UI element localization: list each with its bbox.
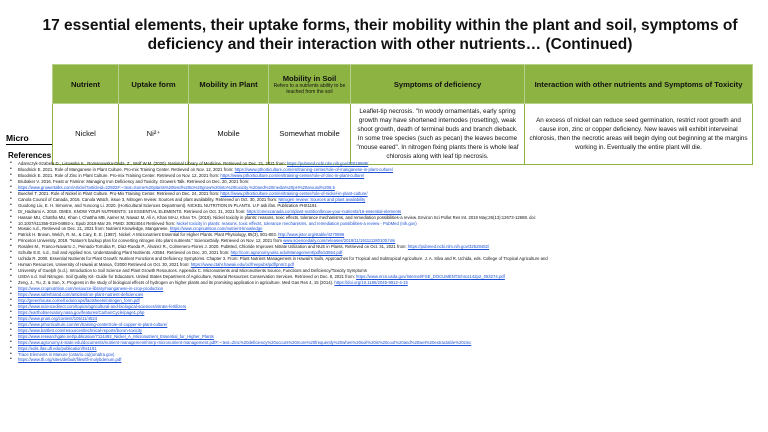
reference-text: Rosales M., Franco-Navarro J., Peinado-Torrubia P., Díaz-Rueda P., Álvarez R., Colmenero-Flores J. 2020. PubMed, Chloride Improves Nitrate Utilization and NUE in Plants. Retrieved on Oct. 31, 2021 from:	[18, 244, 408, 250]
table-header-row	[53, 65, 753, 104]
reference-link[interactable]: https://edis.ifas.ufl.edu/publication/hs1191	[18, 345, 97, 351]
cell-mobility-plant: Mobile	[189, 104, 269, 165]
header-mobility-plant: Mobility in Plant	[189, 65, 269, 104]
reference-text: Schulte E.E. n.d., Soil and Applied Iron. Understanding Plant Nutrients. A3554. Retrieved on Dec. 20, 2021 from:	[18, 250, 231, 256]
reference-text: 10.1007/s11356-019-04892-x. Epub 2019 Mar 29. PMID: 30924044 Retrieved from:	[18, 220, 177, 226]
row-group-label: Micro	[6, 133, 29, 143]
reference-text: Guodong Liu, E. H. Simonne, and Yuncong Li. 2020. (Horticultural Sciences Department). NICKEL NUTRITION IN PLANTS. U.F ask ifas. Publication #HS1191	[18, 202, 317, 208]
reference-text: Mosaic n.d., Retrieved on Dec. 21, 2021 from: Nutrient Knowledge, Manganese.	[18, 226, 170, 232]
reference-link[interactable]: https://www.bartlett.com/resources/technical-reports/boron-toxicity	[18, 327, 143, 333]
reference-link[interactable]: Trace Elements in Manure (ontario.ca)(omafra.gov)	[18, 351, 115, 357]
references-heading: References	[8, 151, 52, 160]
cell-symptoms: Leaflet-tip necrosis. "In woody ornamentals, early spring growth may have shortened internodes (rosetting), weak shoot growth, death of terminal buds and branch dieback. In some tree species (such as pecan) the leaves become "mouse eared". In nitrogen fixing plants there is whole leaf chlorosis along with leaf tip necrosis.	[351, 104, 525, 165]
reference-link[interactable]: https://www.pthorticulture.com/en/training-center/role-of-nickel-in-plant-culture/	[220, 190, 368, 196]
header-nutrient: Nutrient	[53, 65, 119, 104]
reference-text: Buechel T. 2021. Role of Nickel in Plant Culture. Pro-Mix Training Center. Retrieved on Dec. 24, 2021 from:	[18, 190, 221, 196]
page-title: 17 essential elements, their uptake forms, their mobility within the plant and soil, symptoms of deficiency and their interaction with other nutrients… (Continued)	[42, 17, 738, 53]
reference-link[interactable]: www.sciencedaily.com/releases/2019/11/191111180100.htm	[283, 238, 396, 244]
reference-link[interactable]: http://corn.agronomy.wisc.edu/Management/pdfs/a3554.pdf	[230, 250, 343, 256]
reference-link[interactable]: https://www.pthorticulture.com/en/training-center/role-of-manganese-in-plant-culture/	[234, 166, 394, 172]
reference-text: Zeng, J., Yu, Z. & Sun, X. Progress in the study of biological effects of hydrogen on higher plants and its promising application in agriculture. Med Gas Res 4, 15 (2014).	[18, 280, 335, 286]
reference-link[interactable]: https://www.sciencedirect.com/topics/agricultural-and-biological-sciences/nitrate-fertilizers	[18, 303, 187, 309]
header-interaction: Interaction with other nutrients and Symptoms of Toxicity	[525, 65, 753, 104]
header-symptoms: Symptoms of deficiency	[351, 65, 525, 104]
cell-mobility-soil: Somewhat mobile	[269, 104, 351, 165]
reference-text: USDA n.d. Soil Nitrogen. Soil Quality Kit- Guide for Educators. United States Department of Agriculture, Natural Resources Conservation Services. Retrieved on Dec. 8, 2021 from:	[18, 274, 357, 280]
reference-link[interactable]: https://www.nrcs.usda.gov/Internet/FSE_DOCUMENTS/nrcs142p2_053274.pdf	[356, 274, 505, 280]
reference-link[interactable]: https://www.cropnutrition.com/nutrient-knowledge	[169, 226, 263, 232]
reference-text: Dr_Hadrami A. 2018. OMEX. KNOW YOUR NUTRIENTS: 16 ESSENTIAL ELEMENTS. Retrieved on Oct. 31, 2021 from:	[18, 208, 247, 214]
reference-link[interactable]: https://www.pthorticulture.com/en/training-center/role-of-copper-in-plant-culture/	[18, 321, 168, 327]
reference-link[interactable]: Nitrogen review: Sources and plant availability	[278, 196, 366, 202]
reference-link[interactable]: https://pubmed.ncbi.nlm.nih.gov/32528482/	[407, 244, 490, 250]
reference-link[interactable]: Nickel toxicity in plants: reasons, toxic effects, tolerance mechanisms, and remediation possibilities-a review - PubMed (nih.gov)	[176, 220, 417, 226]
reference-link[interactable]: https://doi.org/10.1186/2045-9912-4-15	[334, 280, 408, 286]
reference-link[interactable]: https://www.pthorticulture.com/en/training-center/role-of-zinc-in-plant-culture/	[220, 172, 365, 178]
reference-link[interactable]: https://www.agronomy.k-state.edu/documents/nutrient-management/nmrp-micronutrient-management.pdf#:~:text=Zinc%20deficiency%20occurs%20more%20frequently%20when%20soil%20is%20cool%20and%20wet%20extractable%20zinc	[18, 339, 472, 345]
reference-text: Princeton University, 2019. "Nature's backup plan for converting nitrogen into plant nutrients." ScienceDaily. Retrieved on Nov. 12, 2021 from	[18, 238, 284, 244]
reference-link[interactable]: https://www.cropnutrition.com/resource-library/manganese-in-crop-production	[18, 286, 164, 292]
reference-text: Hassan MU, Chattha MU, Khan I, Chattha MB, Aamer M, Nawaz M, Ali A, Khan MAU, Khan TA. (2019). Nickel toxicity in plants: reasons, toxic effects, tolerance mechanisms, and remediation possibilities-a review. Environ Sci Pollut Res Int. 2019 May;26(13):12673-12688. doi:	[18, 214, 537, 220]
reference-text: Canola Council of Canada, 2016. Canola Watch, issue 3, Nitrogen review: Sources and plant availability. Retrieved on Oct. 30, 2021 from:	[18, 196, 279, 202]
reference-text: University of Guelph (n.d.). Introduction to Soil Science and Plant Growth Resources. Appendix C. Micronutrients and Micronutrients Source, Functions and Deficiency/Toxicity Symptoms	[18, 268, 367, 274]
reference-link[interactable]: https://www.tfi.org/sites/default/files/tfi-molybdenum.pdf	[18, 357, 122, 363]
reference-text: Patrick H. Brown, Welch, R. M., & Cary, E. E. (1987). Nickel: A Micronutrient Essential for Higher Plants. Plant Physiology, 85(3), 801-803.	[18, 232, 279, 238]
header-uptake-form: Uptake form	[119, 65, 189, 104]
header-mobility-soil-label: Mobility in Soil	[282, 73, 337, 83]
reference-text: Uchida R. 2000. Essential Nutrients for Plant Growth: Nutrient Functions and Deficiency Symptoms. Chapter 3. From: Plant Nutrient Management in Hawaii's Soils, Approaches for Tropical and Subtropical Agriculture. J. A. Silva and R. Uchida, eds. College of Tropical Agriculture and	[18, 256, 548, 262]
nutrient-table	[52, 64, 753, 165]
references-list	[8, 161, 760, 363]
reference-link[interactable]: https://www.ctahr.hawaii.edu/oc/freepubs/pdf/pnm3.pdf	[190, 262, 294, 268]
row-group-divider	[6, 144, 52, 145]
header-mobility-soil-note: Refers to a nutrients ability to be leached from the soil	[273, 82, 346, 95]
cell-nutrient: Nickel	[53, 104, 119, 165]
reference-text: Bloodnick E. 2021. Role of Zinc in Plant Culture. Pro-mix Training Center. Retrieved on Nov. 12, 2021 from:	[18, 172, 221, 178]
reference-link[interactable]: https://www.pnas.org/content/105/11/4524	[18, 315, 98, 321]
reference-link[interactable]: https://pubmed.ncbi.nlm.nih.gov/32019589/	[286, 161, 369, 166]
cell-interaction: An excess of nickel can reduce seed germination, restrict root growth and cause iron, zinc or copper deficiency. New leaves will exhibit interveinal chlorosis, then the necrotic areas will begin dying out beginning at the margins working in. Eventually the entire plant will die.	[525, 104, 753, 165]
reference-text: Bloodnick E. 2021. Role of Manganese in Plant Culture. Pro-mix Training Center. Retrieved on Nov. 12, 2021 from:	[18, 166, 235, 172]
reference-item	[8, 357, 760, 363]
reference-link[interactable]: http://greenhouse.cornell.edu/crops/factsheets/nitrogen_form.pdf	[18, 297, 140, 303]
reference-link[interactable]: https://www.growertalks.com/Article/?articleid=22502#:~:text=Some%20plants%20tend%20to%20grow%20into%20toxicity.%20and%20media%20pH%20around%206.5	[18, 184, 335, 190]
cell-uptake-form: Ni²⁺	[119, 104, 189, 165]
reference-text: Brubaker V. 2016. Feast or Famine: Managing Iron Deficiency and Toxicity. Growers Talk. Retrieved on Dec. 20, 2021 from:	[18, 178, 250, 184]
reference-link[interactable]: https://www.researchgate.net/publication/7114492_Nickel_A_Micronutrient_Essential_for_Higher_Plants	[18, 333, 214, 339]
reference-link[interactable]: https://omexcanada.com/plant-nutrition/know-your-nutrients/16-essential-elements	[246, 208, 402, 214]
header-mobility-soil	[269, 65, 351, 104]
reference-link[interactable]: https://www.saferbrand.com/articles/iron-plant-nutrient-deficiencies	[18, 291, 144, 297]
reference-link[interactable]: https://earthobservatory.nasa.gov/features/CarbonCycle/page1.php	[18, 309, 145, 315]
table-row	[53, 104, 753, 165]
reference-text: Adamczyk-Szabela D., Lisowska K., Romanowska-Duda, Z., Wolf W.M. (2020). National Library of Medicine. Retrieved on Dec. 21, 2021 from:	[18, 161, 287, 166]
reference-text: Human Resources, University of Hawaii at Manoa, ©2000 Retrieved on Oct. 30, 2021 from:	[18, 262, 191, 268]
reference-link[interactable]: http://www.jstor.org/stable/4270896	[278, 232, 345, 238]
